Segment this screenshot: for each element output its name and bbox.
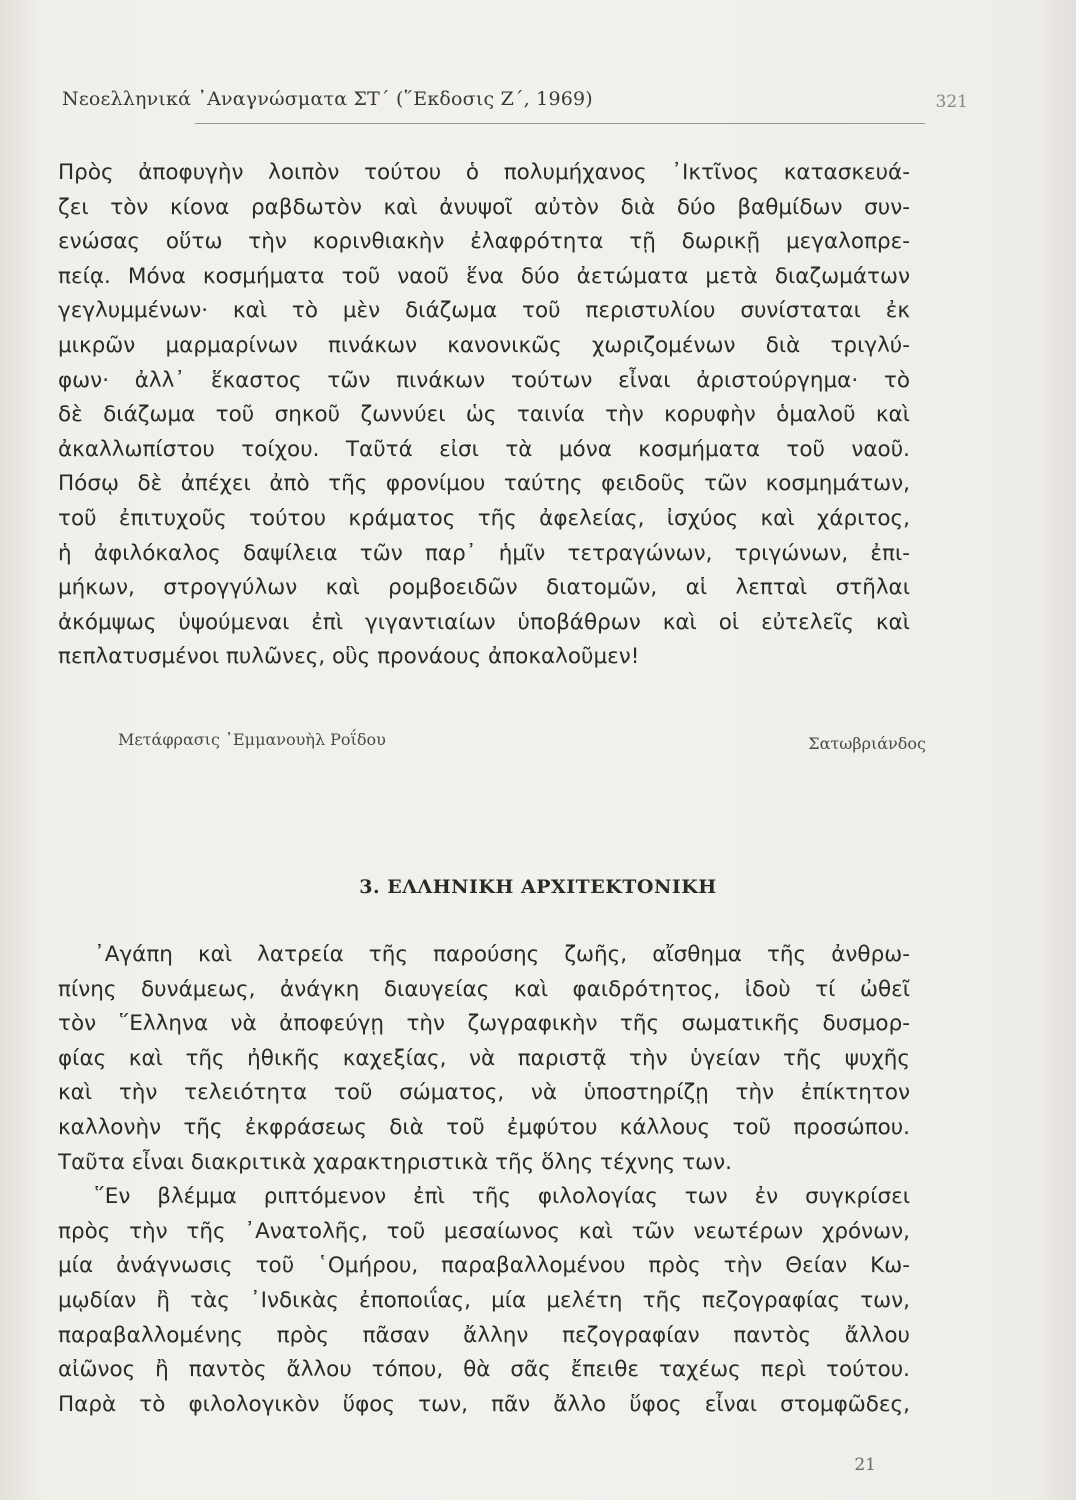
passage-1 (58, 156, 910, 675)
text-line: Πρὸς ἀποφυγὴν λοιπὸν τούτου ὁ πολυμήχανος ᾿Ικτῖνος κατασκευά- (58, 160, 910, 185)
text-line: ἀκαλλωπίστου τοίχου. Ταῦτά εἰσι τὰ μόνα κοσμήματα τοῦ ναοῦ. (58, 436, 910, 462)
running-title: Νεοελληνικά ᾿Αναγνώσματα ΣΤ΄ (῞Εκδοσις Ζ΄, 1969) (62, 88, 593, 110)
text-line: τοῦ ἐπιτυχοῦς τούτου κράματος τῆς ἀφελείας, ἰσχύος καὶ χάριτος, (58, 505, 910, 531)
page-number-bottom: 21 (854, 1455, 876, 1475)
text-line: ῞Εν βλέμμα ριπτόμενον ἐπὶ τῆς φιλολογίας των ἐν συγκρίσει (94, 1184, 910, 1210)
text-line: ἀκόμψως ὑψούμεναι ἐπὶ γιγαντιαίων ὑποβάθρων καὶ οἱ εὐτελεῖς καὶ (58, 609, 910, 635)
text-line: καὶ τὴν τελειότητα τοῦ σώματος, νὰ ὑποστηρίζῃ τὴν ἐπίκτητον (58, 1080, 910, 1106)
text-line: ἡ ἀφιλόκαλος δαψίλεια τῶν παρ᾿ ἡμῖν τετραγώνων, τριγώνων, ἐπι- (58, 540, 910, 566)
text-line: μήκων, στρογγύλων καὶ ρομβοειδῶν διατομῶν, αἱ λεπταὶ στῆλαι (58, 575, 910, 601)
text-line: μία ἀνάγνωσις τοῦ ῾Ομήρου, παραβαλλομένου πρὸς τὴν Θείαν Κω- (58, 1253, 910, 1279)
text-line: φων· ἀλλ᾿ ἕκαστος τῶν πινάκων τούτων εἶναι ἀριστούργημα· τὸ (58, 367, 910, 393)
text-line: αἰῶνος ἢ παντὸς ἄλλου τόπου, θὰ σᾶς ἔπειθε ταχέως περὶ τούτου. (58, 1357, 910, 1383)
text-line: παραβαλλομένης πρὸς πᾶσαν ἄλλην πεζογραφίαν παντὸς ἄλλου (58, 1322, 910, 1348)
text-line-paragraph-end: Ταῦτα εἶναι διακριτικὰ χαρακτηριστικὰ τῆς ὅλης τέχνης των. (58, 1149, 732, 1175)
text-line: γεγλυμμένων· καὶ τὸ μὲν διάζωμα τοῦ περιστυλίου συνίσταται ἐκ (58, 298, 910, 324)
text-line: ενώσας οὕτω τὴν κορινθιακὴν ἐλαφρότητα τῇ δωρικῇ μεγαλοπρε- (58, 229, 910, 255)
page-number-top: 321 (935, 92, 968, 112)
text-line: ζει τὸν κίονα ραβδωτὸν καὶ ἀνυψοῖ αὐτὸν διὰ δύο βαθμίδων συν- (58, 194, 910, 220)
text-line: δὲ διάζωμα τοῦ σηκοῦ ζωννύει ὡς ταινία τὴν κορυφὴν ὁμαλοῦ καὶ (58, 402, 910, 428)
text-line: Πόσῳ δὲ ἀπέχει ἀπὸ τῆς φρονίμου ταύτης φειδοῦς τῶν κοσμημάτων, (58, 471, 910, 497)
header-rule (195, 123, 925, 124)
text-line: πείᾳ. Μόνα κοσμήματα τοῦ ναοῦ ἕνα δύο ἀετώματα μετὰ διαζωμάτων (58, 263, 910, 289)
author-name: Σατωβριάνδος (808, 734, 926, 753)
text-line: πίνης δυνάμεως, ἀνάγκη διαυγείας καὶ φαιδρότητος, ἰδοὺ τί ὠθεῖ (58, 976, 910, 1002)
text-line: μῳδίαν ἢ τὰς ᾿Ινδικὰς ἐποποιΐας, μία μελέτη τῆς πεζογραφίας των, (58, 1287, 910, 1313)
text-line: ᾿Αγάπη καὶ λατρεία τῆς παρούσης ζωῆς, αἴσθημα τῆς ἀνθρω- (94, 942, 910, 967)
text-line: φίας καὶ τῆς ἠθικῆς καχεξίας, νὰ παριστᾷ τὴν ὑγείαν τῆς ψυχῆς (58, 1045, 910, 1071)
passage-2 (58, 938, 910, 1422)
translator-credit: Μετάφρασις ᾿Εμμανουὴλ Ροΐδου (118, 730, 386, 749)
section-heading: 3. ΕΛΛΗΝΙΚΗ ΑΡΧΙΤΕΚΤΟΝΙΚΗ (359, 876, 717, 898)
text-line: καλλονὴν τῆς ἐκφράσεως διὰ τοῦ ἐμφύτου κάλλους τοῦ προσώπου. (58, 1114, 910, 1140)
text-line: τὸν ῞Ελληνα νὰ ἀποφεύγῃ τὴν ζωγραφικὴν τῆς σωματικῆς δυσμορ- (58, 1011, 910, 1037)
text-line: πρὸς τὴν τῆς ᾿Ανατολῆς, τοῦ μεσαίωνος καὶ τῶν νεωτέρων χρόνων, (58, 1218, 910, 1244)
text-line: μικρῶν μαρμαρίνων πινάκων κανονικῶς χωριζομένων διὰ τριγλύ- (58, 332, 910, 358)
text-line: Παρὰ τὸ φιλολογικὸν ὕφος των, πᾶν ἄλλο ὕφος εἶναι στομφῶδες, (58, 1391, 910, 1417)
text-line-last: πεπλατυσμένοι πυλῶνες, οὓς προνάους ἀποκαλοῦμεν! (58, 644, 640, 670)
